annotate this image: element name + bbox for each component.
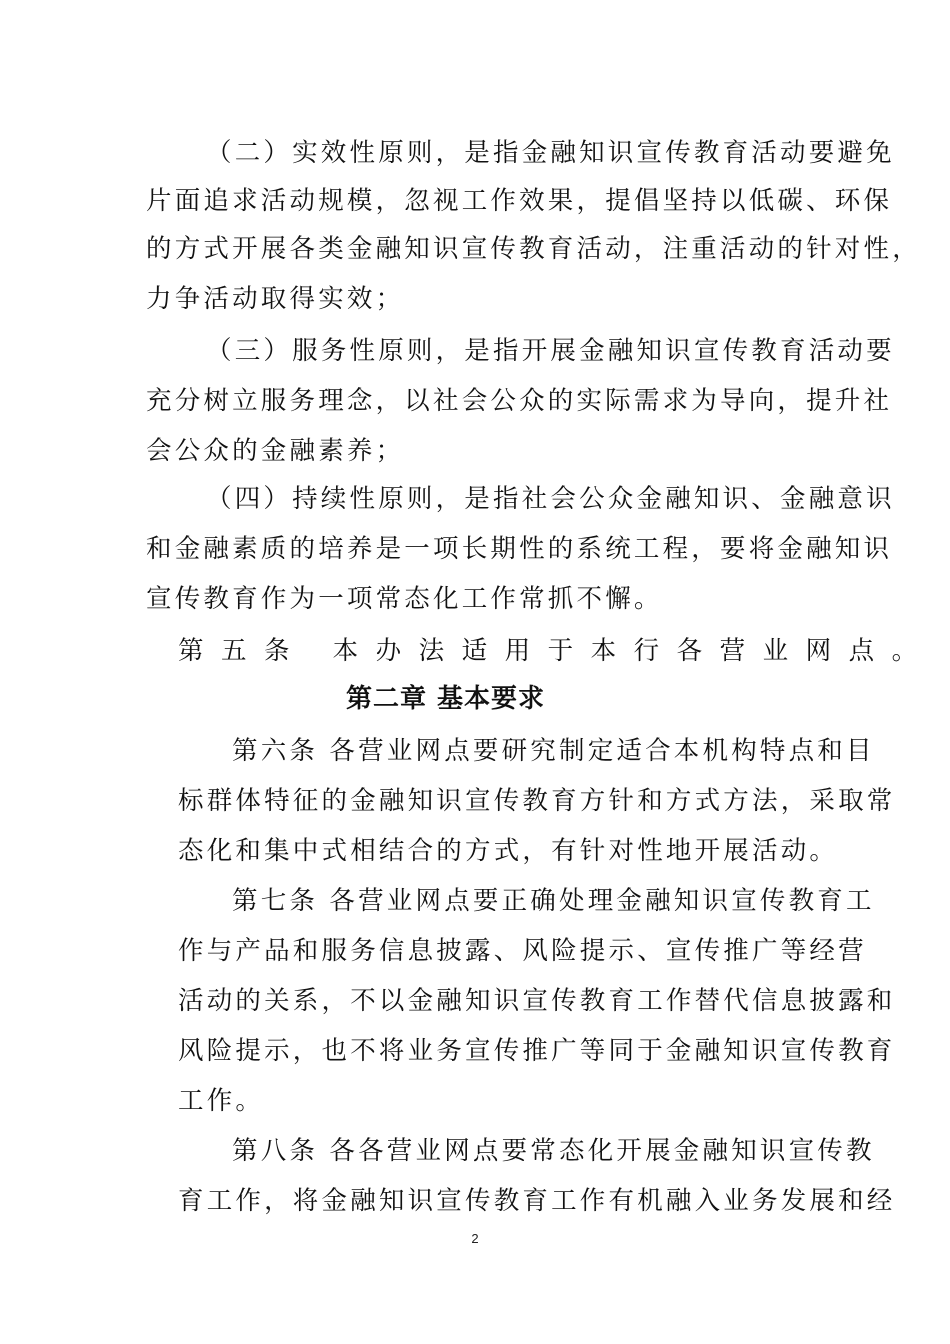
article-8-line-1: 第八条 各各营业网点要常态化开展金融知识宣传教: [232, 1136, 875, 1166]
paragraph-3-line-1: （三）服务性原则，是指开展金融知识宣传教育活动要: [206, 336, 895, 366]
paragraph-2-line-3: 的方式开展各类金融知识宣传教育活动，注重活动的针对性，: [146, 234, 921, 264]
article-6-line-1: 第六条 各营业网点要研究制定适合本机构特点和目: [232, 736, 875, 766]
paragraph-4-line-2: 和金融素质的培养是一项长期性的系统工程，要将金融知识: [146, 534, 893, 564]
article-7-line-1: 第七条 各营业网点要正确处理金融知识宣传教育工: [232, 886, 875, 916]
paragraph-2-line-4: 力争活动取得实效；: [146, 284, 405, 314]
article-7-line-3: 活动的关系，不以金融知识宣传教育工作替代信息披露和: [178, 986, 896, 1016]
paragraph-4-line-1: （四）持续性原则，是指社会公众金融知识、金融意识: [206, 484, 895, 514]
article-7-line-5: 工作。: [178, 1086, 265, 1116]
page-number: 2: [471, 1231, 479, 1246]
paragraph-3-line-3: 会公众的金融素养；: [146, 436, 405, 466]
article-7-line-4: 风险提示，也不将业务宣传推广等同于金融知识宣传教育: [178, 1036, 896, 1066]
article-6-line-3: 态化和集中式相结合的方式，有针对性地开展活动。: [178, 836, 839, 866]
article-7-line-2: 作与产品和服务信息披露、风险提示、宣传推广等经营: [178, 936, 867, 966]
paragraph-3-line-2: 充分树立服务理念，以社会公众的实际需求为导向，提升社: [146, 386, 893, 416]
chapter-2-heading: 第二章 基本要求: [346, 684, 546, 714]
article-6-line-2: 标群体特征的金融知识宣传教育方针和方式方法，采取常: [178, 786, 896, 816]
article-5: 第五条 本办法适用于本行各营业网点。: [178, 636, 935, 666]
paragraph-2-line-2: 片面追求活动规模，忽视工作效果，提倡坚持以低碳、环保: [146, 186, 893, 216]
article-8-line-2: 育工作，将金融知识宣传教育工作有机融入业务发展和经: [178, 1186, 896, 1216]
paragraph-4-line-3: 宣传教育作为一项常态化工作常抓不懈。: [146, 584, 663, 614]
paragraph-2-line-1: （二）实效性原则，是指金融知识宣传教育活动要避免: [206, 138, 895, 168]
